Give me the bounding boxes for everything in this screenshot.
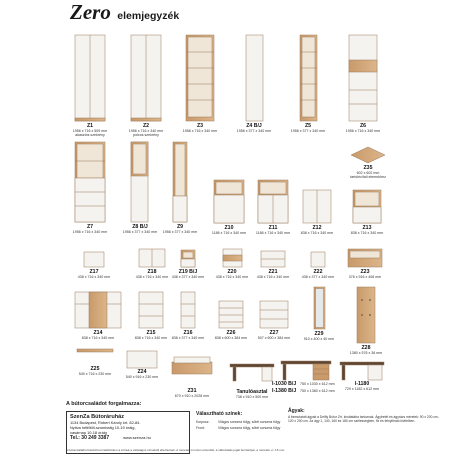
item-label: Z22 (313, 269, 323, 275)
item-label: Z13 (362, 225, 372, 231)
item-dim: 1186 x 716 x 340 mm (255, 231, 291, 235)
item-dim: 438 x 716 x 340 mm (215, 275, 249, 279)
item-dim: 507 x 600 x 384 mm (257, 336, 291, 340)
item-label: Z25 (90, 366, 100, 372)
item-dim: 910 x 400 x 40 mm (303, 337, 335, 341)
item-dim: 1956 x 716 x 340 mm (182, 129, 218, 133)
color-row-label: Front: (196, 426, 205, 430)
item-dim: 602 x 602 mm (356, 171, 380, 175)
beds-text: A bemutatott ágyak a Delfly Bútor Zrt. kínálatába tartoznak. Ágybetét és ágyrács méretek: 90 x 200 cm, 120 x 200 cm. Az ágy 1, 140, 160 és 180 cm szélességben, fix és felnyitható kivitelben. (288, 415, 439, 424)
item-dim: 670 x 910 x 2028 mm (174, 394, 210, 398)
item-dim: 838 x 600 x 384 mm (214, 336, 248, 340)
color-row-label: Korpusz: (196, 420, 210, 424)
item-label: Z12 (312, 225, 322, 231)
item-note: polcos szekrény (133, 133, 159, 137)
item-label: Z9 (176, 224, 184, 230)
item-label: Z7 (86, 224, 94, 230)
z24-shelf (127, 351, 157, 368)
z15-cabinet (139, 292, 163, 328)
item-dim: 1956 x 377 x 340 mm (162, 230, 198, 234)
item-dim: 540 x 916 x 230 mm (125, 375, 159, 379)
item-note: akasztós szekrény (75, 133, 105, 137)
item-dim: 838 x 377 x 340 mm (171, 336, 205, 340)
disclaimer: A bútorcsaládról készült termékfotókon a színek a valóságos színektől eltérhetnek. A méretek mm-ben értendők, a változtatás jogát fenntartjuk, a méretek +/- 15 mm. (66, 448, 286, 452)
item-label: Z19 B/J (178, 269, 198, 275)
item-dim: 438 x 377 x 340 mm (171, 275, 205, 279)
item-label: Z26 (226, 330, 236, 336)
color-row-value: Világos sonoma tölgy, sötét sonoma tölgy (218, 426, 281, 430)
item-label: Tanulóasztal (236, 389, 268, 395)
item-dim: 838 x 716 x 340 mm (134, 336, 168, 340)
item-label: I-1180 (354, 381, 370, 387)
item-label: I-1380 B/J (272, 388, 297, 394)
distributor-label: A bútorcsaládot forgalmazza: (66, 401, 142, 407)
z25-shelf (77, 349, 113, 352)
z17-cabinet (84, 252, 104, 267)
item-label: Z29 (314, 331, 324, 337)
desk (230, 364, 274, 367)
item-label: Z6 (359, 123, 367, 129)
z4-cabinet (246, 35, 263, 121)
item-dim: 1956 x 377 x 340 mm (122, 230, 158, 234)
color-row (196, 426, 280, 430)
item-dim: 750 x 1380 x 612 mm (300, 389, 335, 393)
item-label: Z10 (224, 225, 234, 231)
z22-cabinet (311, 252, 325, 267)
store-name: SzenZa Bútoráruház (70, 414, 125, 420)
item-dim: 438 x 716 x 340 mm (135, 275, 169, 279)
item-dim: 1956 x 377 x 340 mm (236, 129, 272, 133)
item-label: Z8 B/J (132, 224, 148, 230)
item-dim: 1380 x 576 x 36 mm (349, 351, 383, 355)
item-dim: 438 x 716 x 340 mm (77, 275, 111, 279)
item-dim: 1956 x 716 x 340 mm (128, 129, 164, 133)
z35-shelf (351, 147, 385, 163)
store-website[interactable]: www.szenza.hu (123, 435, 151, 441)
item-dim: 1956 x 377 x 340 mm (290, 129, 326, 133)
item-dim: 540 x 716 x 230 mm (78, 372, 112, 376)
z16-cabinet (181, 292, 195, 328)
item-dim: 838 x 716 x 340 mm (350, 231, 384, 235)
z6-cabinet (349, 35, 377, 121)
color-row-value: Világos sonoma tölgy, sötét sonoma tölgy (218, 420, 281, 424)
z31-bed (172, 362, 212, 374)
item-dim: 729 x 1182 x 612 mm (344, 387, 380, 391)
item-dim: 376 x 916 x 408 mm (348, 275, 382, 279)
store-phone: Tel.: 30 249 3387 (70, 435, 110, 442)
store-phone-row (70, 435, 186, 441)
z27-dresser (260, 301, 288, 328)
colors-title: Választható színek: (196, 411, 243, 417)
store-address: 1134 Budapest, Róbert Károly krt. 82-84. (70, 420, 141, 425)
item-dim: 438 x 377 x 340 mm (301, 275, 335, 279)
item-dim: 1956 x 716 x 509 mm (72, 129, 108, 133)
z28-coat-rack (357, 287, 375, 343)
item-dim: 738 x 910 x 500 mm (235, 395, 269, 399)
item-dim: 1956 x 716 x 340 mm (345, 129, 381, 133)
item-label: Z11 (268, 225, 278, 231)
item-label: Z3 (196, 123, 204, 129)
item-dim: 1186 x 716 x 340 mm (211, 231, 247, 235)
item-label: Z4 B/J (246, 123, 262, 129)
item-label: Z16 (183, 330, 193, 336)
item-label: Z2 (142, 123, 150, 129)
beds-title: Ágyak: (288, 408, 305, 414)
item-dim: 438 x 716 x 340 mm (256, 275, 290, 279)
color-row (196, 420, 280, 424)
item-note: tartóléc/fali elemekhez (350, 175, 386, 179)
item-label: Z17 (89, 269, 99, 275)
item-label: Z24 (137, 369, 147, 375)
store-hours-2: vasárnap 10-18 óráig (70, 429, 107, 435)
item-label: Z31 (187, 388, 197, 394)
item-dim: 750 x 1030 x 612 mm (300, 382, 335, 386)
item-label: Z28 (361, 345, 371, 351)
z26-dresser (219, 301, 243, 328)
item-label: Z14 (93, 330, 103, 336)
title-brand: Zero (70, 0, 111, 24)
item-label: Z18 (147, 269, 157, 275)
store-hours-1: Nyitva hétfőtől-szombatig 10-19 óráig, (70, 424, 136, 430)
item-label: Z23 (360, 269, 370, 275)
item-label: Z15 (146, 330, 156, 336)
i-1030-desk (281, 361, 331, 364)
item-label: Z21 (268, 269, 278, 275)
item-label: Z35 (363, 165, 373, 171)
item-dim: 838 x 716 x 340 mm (300, 231, 334, 235)
i-1180-desk (340, 362, 384, 365)
title-subtitle: elemjegyzék (117, 10, 180, 22)
item-label: Z20 (227, 269, 237, 275)
item-label: Z1 (86, 123, 94, 129)
item-dim: 838 x 716 x 340 mm (81, 336, 115, 340)
item-dim: 1956 x 716 x 340 mm (72, 230, 108, 234)
item-label: Z5 (304, 123, 312, 129)
item-label: Z27 (269, 330, 279, 336)
item-label: I-1030 B/J (272, 381, 297, 387)
